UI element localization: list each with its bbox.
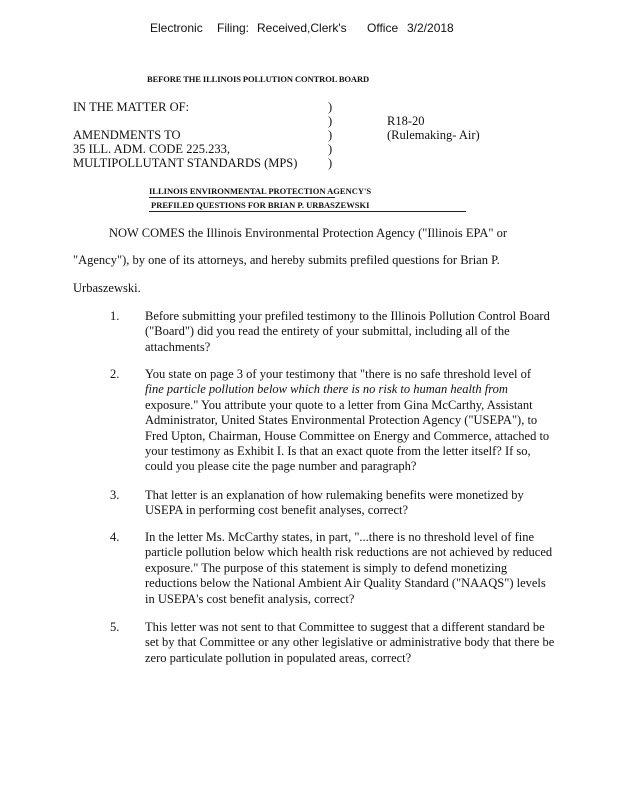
question-line: You state on page 3 of your testimony that "there is no safe threshold level of [145, 367, 532, 381]
question-line: In the letter Ms. McCarthy states, in part, "...there is no threshold level of fine [145, 530, 535, 544]
intro-line-1: NOW COMES the Illinois Environmental Protection Agency ("Illinois EPA" or [109, 226, 508, 240]
question-line: Before submitting your prefiled testimony to the Illinois Pollution Control Board [145, 309, 550, 323]
caption-paren: ) [328, 100, 333, 114]
filing-label-received: Received,Clerk's [257, 21, 347, 35]
caption-paren: ) [328, 114, 333, 128]
question-text [145, 309, 593, 355]
question-text [145, 488, 593, 519]
question-text [145, 620, 593, 666]
question-line: could you please cite the page number and paragraph? [145, 459, 417, 474]
caption-matter: IN THE MATTER OF: [73, 100, 190, 114]
question-line: Administrator, United States Environmental Protection Agency ("USEPA"), to [145, 413, 538, 428]
intro-line-3: Urbaszewski. [73, 281, 141, 295]
caption-line-1: AMENDMENTS TO [73, 128, 181, 142]
question-number: 4. [110, 530, 120, 544]
docket-number: R18-20 [387, 114, 425, 128]
question-line: in USEPA's cost benefit analysis, correct? [145, 591, 355, 606]
docket-type: (Rulemaking- Air) [387, 128, 480, 142]
document-title-line-2: PREFILED QUESTIONS FOR BRIAN P. URBASZEWSKI [151, 200, 370, 210]
question-line: That letter is an explanation of how rulemaking benefits were monetized by [145, 488, 524, 502]
question-number: 1. [110, 309, 120, 323]
filing-date: 3/2/2018 [407, 21, 454, 35]
question-line: USEPA in performing cost benefit analyses, correct? [145, 503, 409, 518]
question-number: 3. [110, 488, 120, 502]
filing-label-office: Office [367, 21, 399, 35]
question-line: particle pollution below which health risk reductions are not achieved by reduced [145, 545, 553, 560]
board-title: BEFORE THE ILLINOIS POLLUTION CONTROL BOARD [147, 74, 370, 84]
question-line: set by that Committee or any other legislative or administrative body that there be [145, 635, 555, 650]
caption-line-3: MULTIPOLLUTANT STANDARDS (MPS) [73, 156, 298, 170]
caption-paren: ) [328, 156, 333, 170]
question-line: exposure." You attribute your quote to a letter from Gina McCarthy, Assistant [145, 397, 533, 412]
question-line: This letter was not sent to that Committee to suggest that a different standard be [145, 620, 545, 634]
filing-label-filing: Filing: [217, 21, 250, 35]
question-text [145, 530, 593, 607]
title-underline-1 [149, 197, 335, 198]
question-number: 2. [110, 367, 120, 381]
filing-label-electronic: Electronic [150, 21, 203, 35]
question-line: zero particulate pollution in populated areas, correct? [145, 650, 412, 665]
question-line: fine particle pollution below which there is no risk to human health from [145, 382, 508, 397]
question-line: Fred Upton, Chairman, House Committee on Energy and Commerce, attached to [145, 428, 550, 443]
question-line: your testimony as Exhibit I. Is that an exact quote from the letter itself? If so, [145, 444, 531, 459]
question-line: reductions below the National Ambient Air Quality Standard ("NAAQS") levels [145, 576, 546, 591]
caption-paren: ) [328, 142, 333, 156]
question-text [145, 367, 593, 475]
caption-line-2: 35 ILL. ADM. CODE 225.233, [73, 142, 230, 156]
intro-line-2: "Agency"), by one of its attorneys, and hereby submits prefiled questions for Brian P. [73, 253, 500, 267]
question-line: ("Board") did you read the entirety of your submittal, including all of the [145, 324, 510, 339]
document-title-line-1: ILLINOIS ENVIRONMENTAL PROTECTION AGENCY'S [149, 186, 372, 196]
question-line: exposure." The purpose of this statement is simply to defend monetizing [145, 560, 508, 575]
title-underline-2 [149, 211, 466, 212]
question-number: 5. [110, 620, 120, 634]
question-line: attachments? [145, 339, 211, 354]
caption-paren: ) [328, 128, 333, 142]
